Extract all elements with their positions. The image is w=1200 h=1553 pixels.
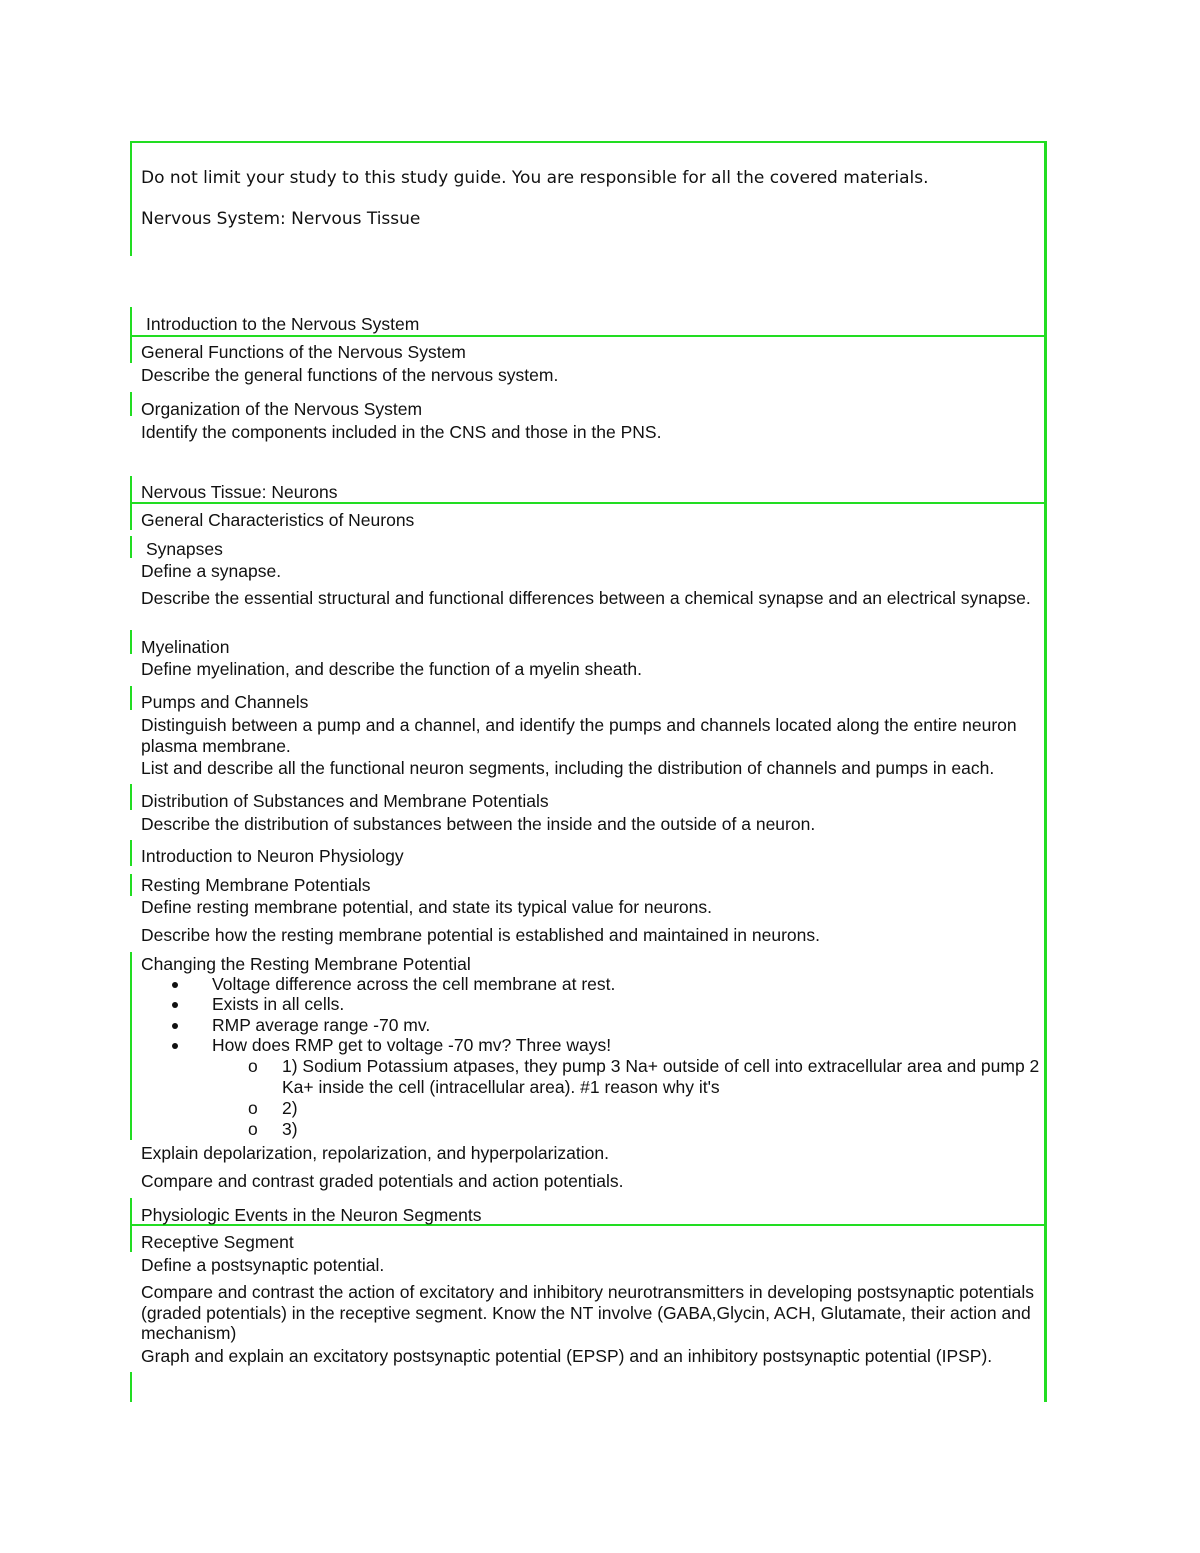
sub-bullet-item: 3) bbox=[282, 1119, 298, 1139]
frame-left-mark bbox=[130, 392, 132, 416]
objective-text: Graph and explain an excitatory postsynaptic potential (EPSP) and an inhibitory postsynaptic potential (IPSP). bbox=[141, 1346, 993, 1366]
objective-text bbox=[141, 715, 1036, 756]
frame-left-mark bbox=[130, 337, 132, 363]
topic-heading: Synapses bbox=[146, 539, 223, 559]
objective-text: Identify the components included in the CNS and those in the PNS. bbox=[141, 422, 662, 442]
frame-top-line bbox=[130, 141, 1047, 143]
frame-left-mark bbox=[130, 476, 132, 502]
sub-bullet-item: 2) bbox=[282, 1098, 298, 1118]
objective-text: Compare and contrast graded potentials and action potentials. bbox=[141, 1171, 624, 1191]
objective-text: Describe the distribution of substances between the inside and the outside of a neuron. bbox=[141, 814, 816, 834]
frame-left-mark bbox=[130, 630, 132, 654]
bullet-dot bbox=[172, 1002, 178, 1008]
frame-left-mark bbox=[130, 504, 132, 530]
objective-paragraph: Describe the essential structural and functional differences between a chemical synapse and an electrical synapse. bbox=[141, 588, 1031, 608]
frame-left-mark bbox=[130, 784, 132, 810]
study-guide-disclaimer: Do not limit your study to this study guide. You are responsible for all the covered materials. bbox=[141, 168, 929, 188]
frame-left-mark bbox=[130, 1198, 132, 1224]
frame-left-mark bbox=[130, 1226, 132, 1252]
sub-bullet-glyph: o bbox=[248, 1056, 258, 1076]
bullet-dot bbox=[172, 982, 178, 988]
bullet-item: RMP average range -70 mv. bbox=[212, 1015, 431, 1035]
topic-heading: Organization of the Nervous System bbox=[141, 399, 423, 419]
topic-heading: General Characteristics of Neurons bbox=[141, 510, 415, 530]
topic-heading: Pumps and Channels bbox=[141, 692, 309, 712]
bullet-item: Voltage difference across the cell membrane at rest. bbox=[212, 974, 616, 994]
frame-left-mark bbox=[130, 686, 132, 710]
sub-bullet-glyph: o bbox=[248, 1119, 258, 1139]
objective-text: Define a synapse. bbox=[141, 561, 282, 581]
section-title-intro: Introduction to the Nervous System bbox=[146, 314, 420, 334]
frame-left-mark bbox=[130, 952, 132, 1140]
topic-heading: Resting Membrane Potentials bbox=[141, 875, 371, 895]
objective-text: Define a postsynaptic potential. bbox=[141, 1255, 385, 1275]
objective-paragraph: Distinguish between a pump and a channel, and identify the pumps and channels located along the entire neuron plasma membrane. bbox=[141, 715, 1017, 756]
sub-bullet-item: 1) Sodium Potassium atpases, they pump 3 Na+ outside of cell into extracellular area and pump 2 Ka+ inside the cell (intracellular area). #1 reason why it's bbox=[282, 1056, 1040, 1097]
objective-text: List and describe all the functional neuron segments, including the distribution of channels and pumps in each. bbox=[141, 758, 995, 778]
bullet-item: How does RMP get to voltage -70 mv? Three ways! bbox=[212, 1035, 612, 1055]
topic-heading: Myelination bbox=[141, 637, 230, 657]
objective-text bbox=[141, 1282, 1036, 1344]
frame-left-mark bbox=[130, 307, 132, 335]
topic-heading: Changing the Resting Membrane Potential bbox=[141, 954, 471, 974]
document-subtitle: Nervous System: Nervous Tissue bbox=[141, 209, 421, 229]
objective-paragraph: Compare and contrast the action of excitatory and inhibitory neurotransmitters in developing postsynaptic potentials (graded potentials) in the receptive segment. Know the NT involve (GABA,Glycin, ACH, Glutamate, their action and mechanism) bbox=[141, 1282, 1034, 1343]
frame-left-mark bbox=[130, 840, 132, 866]
objective-text: Describe the general functions of the nervous system. bbox=[141, 365, 559, 385]
frame-left-mark bbox=[130, 874, 132, 896]
objective-text: Explain depolarization, repolarization, and hyperpolarization. bbox=[141, 1143, 609, 1163]
topic-heading: General Functions of the Nervous System bbox=[141, 342, 466, 362]
section-title-neurons: Nervous Tissue: Neurons bbox=[141, 482, 338, 502]
topic-heading: Receptive Segment bbox=[141, 1232, 294, 1252]
sub-bullet-glyph: o bbox=[248, 1098, 258, 1118]
objective-text: Define resting membrane potential, and state its typical value for neurons. bbox=[141, 897, 713, 917]
frame-left-mark bbox=[130, 1372, 132, 1402]
frame-divider-intro bbox=[130, 335, 1047, 337]
topic-heading: Introduction to Neuron Physiology bbox=[141, 846, 404, 866]
bullet-dot bbox=[172, 1043, 178, 1049]
topic-heading: Distribution of Substances and Membrane Potentials bbox=[141, 791, 549, 811]
frame-left-mark bbox=[130, 536, 132, 558]
objective-text: Describe how the resting membrane potential is established and maintained in neurons. bbox=[141, 925, 821, 945]
objective-text bbox=[141, 588, 1036, 609]
section-title-segments: Physiologic Events in the Neuron Segments bbox=[141, 1205, 482, 1225]
bullet-dot bbox=[172, 1023, 178, 1029]
bullet-item: Exists in all cells. bbox=[212, 994, 345, 1014]
objective-text: Define myelination, and describe the function of a myelin sheath. bbox=[141, 659, 642, 679]
frame-right-line bbox=[1044, 141, 1047, 1402]
frame-left-mark bbox=[130, 141, 132, 256]
